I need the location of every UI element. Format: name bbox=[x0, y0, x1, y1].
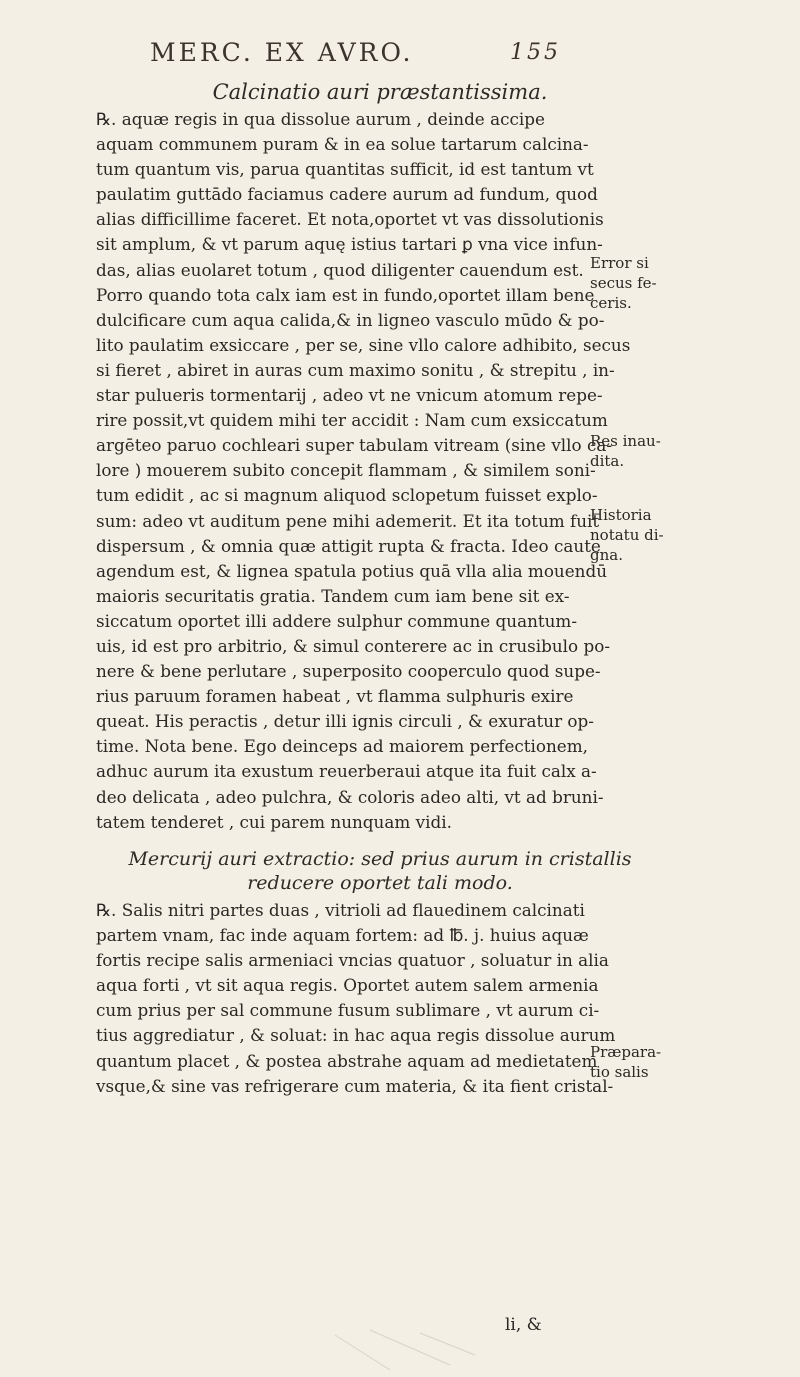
calcinatio-line: dispersum , & omnia quæ attigit rupta & fracta. Ideo caute bbox=[96, 535, 601, 556]
mercurij-line: ℞. Salis nitri partes duas , vitrioli ad flauedinem calcinati bbox=[96, 900, 585, 920]
calcinatio-line: adhuc aurum ita exustum reuerberaui atque ita fuit calx a- bbox=[96, 761, 597, 782]
calcinatio-line: queat. His peractis , detur illi ignis circuli , & exuratur op- bbox=[96, 711, 594, 732]
section-body-mercurij bbox=[96, 898, 616, 1099]
page-number: 155 bbox=[510, 40, 561, 65]
calcinatio-line: dulcificare cum aqua calida,& in ligneo vasculo mūdo & po- bbox=[96, 309, 605, 330]
margin-note-error bbox=[590, 253, 670, 313]
calcinatio-line: rire possit,vt quidem mihi ter accidit : Nam cum exsiccatum bbox=[96, 410, 608, 431]
margin-note-line: Præpara- bbox=[590, 1043, 662, 1061]
running-title: MERC. EX AVRO. bbox=[150, 38, 414, 67]
catchword: li, & bbox=[505, 1315, 542, 1335]
calcinatio-line: lore ) mouerem subito concepit flammam , & similem soni- bbox=[96, 460, 596, 481]
calcinatio-line: tum edidit , ac si magnum aliquod sclopetum fuisset explo- bbox=[96, 485, 598, 506]
margin-note-line: Error si bbox=[590, 254, 649, 272]
calcinatio-line: nere & bene perlutare , superposito cooperculo quod supe- bbox=[96, 661, 601, 682]
calcinatio-line: siccatum oportet illi addere sulphur commune quantum- bbox=[96, 610, 578, 631]
calcinatio-line: das, alias euolaret totum , quod diligenter cauendum est. bbox=[96, 259, 584, 280]
margin-note-praeparatio bbox=[590, 1042, 670, 1082]
calcinatio-line: star pulueris tormentarij , adeo vt ne vnicum atomum repe- bbox=[96, 385, 603, 406]
section-title-calcinatio: Calcinatio auri præstantissima. bbox=[212, 80, 548, 104]
calcinatio-line: tum quantum vis, parua quantitas sufficit, id est tantum vt bbox=[96, 159, 594, 180]
calcinatio-line: agendum est, & lignea spatula potius quā vlla alia mouendū bbox=[96, 560, 608, 581]
margin-note-line: notatu di- bbox=[590, 526, 664, 544]
mercurij-line: vsque,& sine vas refrigerare cum materia, & ita fient cristal- bbox=[96, 1075, 614, 1096]
margin-note-line: tio salis bbox=[590, 1063, 649, 1081]
mercurij-line: aqua forti , vt sit aqua regis. Oportet autem salem armenia bbox=[96, 975, 599, 996]
calcinatio-line: sum: adeo vt auditum pene mihi ademerit. Et ita totum fuit bbox=[96, 510, 600, 531]
margin-note-line: dita. bbox=[590, 452, 625, 470]
margin-note-line: secus fe- bbox=[590, 274, 657, 292]
margin-note-line: Historia bbox=[590, 506, 652, 524]
calcinatio-line: rius paruum foramen habeat , vt flamma sulphuris exire bbox=[96, 686, 574, 707]
margin-note-res-inaudita bbox=[590, 431, 670, 471]
calcinatio-line: ℞. aquæ regis in qua dissolue aurum , deinde accipe bbox=[96, 109, 545, 129]
calcinatio-line: time. Nota bene. Ego deinceps ad maiorem perfectionem, bbox=[96, 736, 588, 757]
margin-note-line: Res inau- bbox=[590, 432, 661, 450]
calcinatio-line: maioris securitatis gratia. Tandem cum iam bene sit ex- bbox=[96, 585, 570, 606]
section-title-mercurij-line1: Mercurij auri extractio: sed prius aurum in cristallis bbox=[128, 848, 632, 870]
calcinatio-line: deo delicata , adeo pulchra, & coloris adeo alti, vt ad bruni- bbox=[96, 786, 604, 807]
section-title-mercurij-line2: reducere oportet tali modo. bbox=[247, 872, 513, 894]
margin-note-line: ceris. bbox=[590, 294, 632, 312]
margin-note-line: gna. bbox=[590, 546, 623, 564]
page-stain-mark bbox=[330, 1325, 480, 1375]
mercurij-line: partem vnam, fac inde aquam fortem: ad ℔. j. huius aquæ bbox=[96, 925, 589, 946]
calcinatio-line: sit amplum, & vt parum aquę istius tartari ꝑ vna vice infun- bbox=[96, 234, 603, 255]
calcinatio-line: uis, id est pro arbitrio, & simul conterere ac in crusibulo po- bbox=[96, 635, 610, 656]
mercurij-line: cum prius per sal commune fusum sublimare , vt aurum ci- bbox=[96, 1000, 600, 1021]
calcinatio-line: aquam communem puram & in ea solue tartarum calcina- bbox=[96, 134, 589, 155]
calcinatio-line: alias difficillime faceret. Et nota,oportet vt vas dissolutionis bbox=[96, 209, 604, 230]
calcinatio-line: argēteo paruo cochleari super tabulam vitream (sine vllo ca- bbox=[96, 435, 613, 456]
calcinatio-line: si fieret , abiret in auras cum maximo sonitu , & strepitu , in- bbox=[96, 359, 615, 380]
calcinatio-line: tatem tenderet , cui parem nunquam vidi. bbox=[96, 811, 452, 832]
mercurij-line: tius aggrediatur , & soluat: in hac aqua regis dissolue aurum bbox=[96, 1025, 616, 1046]
mercurij-line: quantum placet , & postea abstrahe aquam ad medietatem bbox=[96, 1050, 598, 1071]
mercurij-line: fortis recipe salis armeniaci vncias quatuor , soluatur in alia bbox=[96, 950, 609, 971]
calcinatio-line: lito paulatim exsiccare , per se, sine vllo calore adhibito, secus bbox=[96, 334, 631, 355]
calcinatio-line: Porro quando tota calx iam est in fundo,oportet illam bene bbox=[96, 284, 595, 305]
calcinatio-line: paulatim guttādo faciamus cadere aurum ad fundum, quod bbox=[96, 184, 598, 205]
margin-note-historia bbox=[590, 505, 670, 565]
